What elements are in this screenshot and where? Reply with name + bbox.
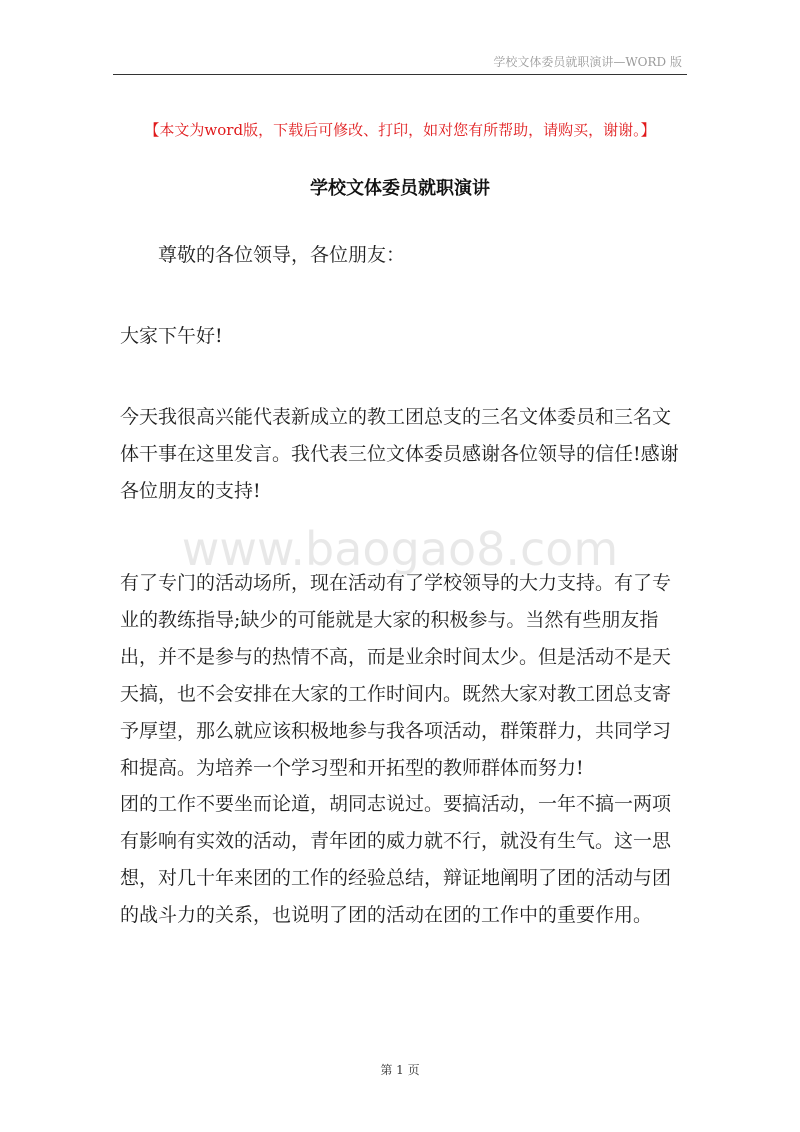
watermark: www.baogao8.com xyxy=(181,522,619,576)
document-title: 学校文体委员就职演讲 xyxy=(310,178,490,199)
body-paragraph-1: 今天我很高兴能代表新成立的教工团总支的三名文体委员和三名文体干事在这里发言。我代表三位文体委员感谢各位领导的信任!感谢各位朋友的支持! xyxy=(120,406,679,502)
body-paragraph-2: 有了专门的活动场所，现在活动有了学校领导的大力支持。有了专业的教练指导;缺少的可能就是大家的积极参与。当然有些朋友指出，并不是参与的热情不高，而是业余时间太少。但是活动不是天天搞，也不会安排在大家的工作时间内。既然大家对教工团总支寄予厚望，那么就应该积极地参与我各项活动，群策群力，共同学习和提高。为培养一个学习型和开拓型的教师群体而努力! xyxy=(120,572,672,779)
greeting: 大家下午好! xyxy=(120,325,223,347)
body-paragraph-3: 团的工作不要坐而论道，胡同志说过。要搞活动，一年不搞一两项有影响有实效的活动，青年团的威力就不行，就没有生气。这一思想，对几十年来团的工作的经验总结，辩证地阐明了团的活动与团的战斗力的关系，也说明了团的活动在团的工作中的重要作用。 xyxy=(120,793,672,926)
header-divider xyxy=(113,74,687,75)
page-number: 第 1 页 xyxy=(380,1063,420,1077)
running-header: 学校文体委员就职演讲—WORD 版 xyxy=(493,55,682,69)
salutation: 尊敬的各位领导，各位朋友： xyxy=(158,244,406,266)
download-notice: 【本文为word版，下载后可修改、打印，如对您有所帮助，请购买，谢谢。】 xyxy=(144,121,656,139)
